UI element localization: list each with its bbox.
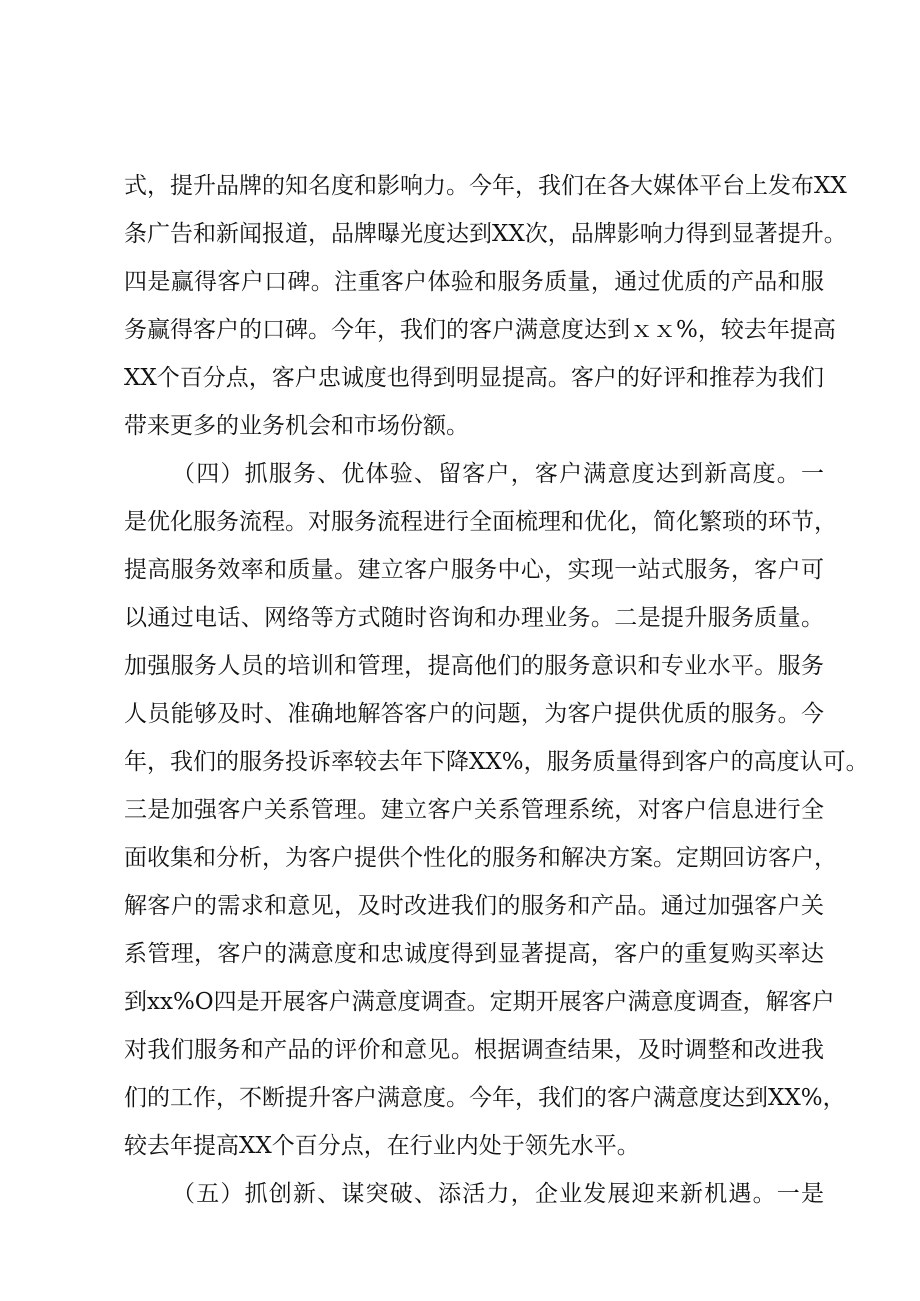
- text-line: 系管理，客户的满意度和忠诚度得到显著提高，客户的重复购买率达: [124, 941, 824, 967]
- text-line: 式，提升品牌的知名度和影响力。今年，我们在各大媒体平台上发布XX: [124, 173, 847, 199]
- text-line: 较去年提高XX个百分点，在行业内处于领先水平。: [124, 1133, 640, 1159]
- section-heading-line: （四）抓服务、优体验、留客户，客户满意度达到新高度。一: [172, 461, 824, 487]
- text-line: 三是加强客户关系管理。建立客户关系管理系统，对客户信息进行全: [124, 797, 824, 823]
- text-line: 解客户的需求和意见，及时改进我们的服务和产品。通过加强客户关: [124, 893, 824, 919]
- text-line: 四是赢得客户口碑。注重客户体验和服务质量，通过优质的产品和服: [124, 269, 824, 295]
- text-line: 加强服务人员的培训和管理，提高他们的服务意识和专业水平。服务: [124, 653, 824, 679]
- text-line: 是优化服务流程。对服务流程进行全面梳理和优化，简化繁琐的环节，: [124, 509, 837, 535]
- text-line: XX个百分点，客户忠诚度也得到明显提高。客户的好评和推荐为我们: [124, 365, 824, 391]
- text-line: 人员能够及时、准确地解答客户的问题，为客户提供优质的服务。今: [124, 701, 824, 727]
- text-line: 条广告和新闻报道，品牌曝光度达到XX次，品牌影响力得到显著提升。: [124, 221, 847, 247]
- text-line: 年，我们的服务投诉率较去年下降XX%，服务质量得到客户的高度认可。: [124, 749, 869, 775]
- text-line: 对我们服务和产品的评价和意见。根据调查结果，及时调整和改进我: [124, 1037, 824, 1063]
- text-line: 提高服务效率和质量。建立客户服务中心，实现一站式服务，客户可: [124, 557, 824, 583]
- section-heading-line: （五）抓创新、谋突破、添活力，企业发展迎来新机遇。一是: [172, 1181, 824, 1207]
- text-line: 务赢得客户的口碑。今年，我们的客户满意度达到ｘｘ%，较去年提高: [124, 317, 836, 343]
- text-line: 面收集和分析，为客户提供个性化的服务和解决方案。定期回访客户，: [124, 845, 837, 871]
- text-line: 以通过电话、网络等方式随时咨询和办理业务。二是提升服务质量。: [124, 605, 824, 631]
- text-line: 们的工作，不断提升客户满意度。今年，我们的客户满意度达到XX%，: [124, 1085, 846, 1111]
- text-line: 带来更多的业务机会和市场份额。: [124, 413, 469, 439]
- text-line: 到xx%O四是开展客户满意度调查。定期开展客户满意度调查，解客户: [124, 989, 835, 1015]
